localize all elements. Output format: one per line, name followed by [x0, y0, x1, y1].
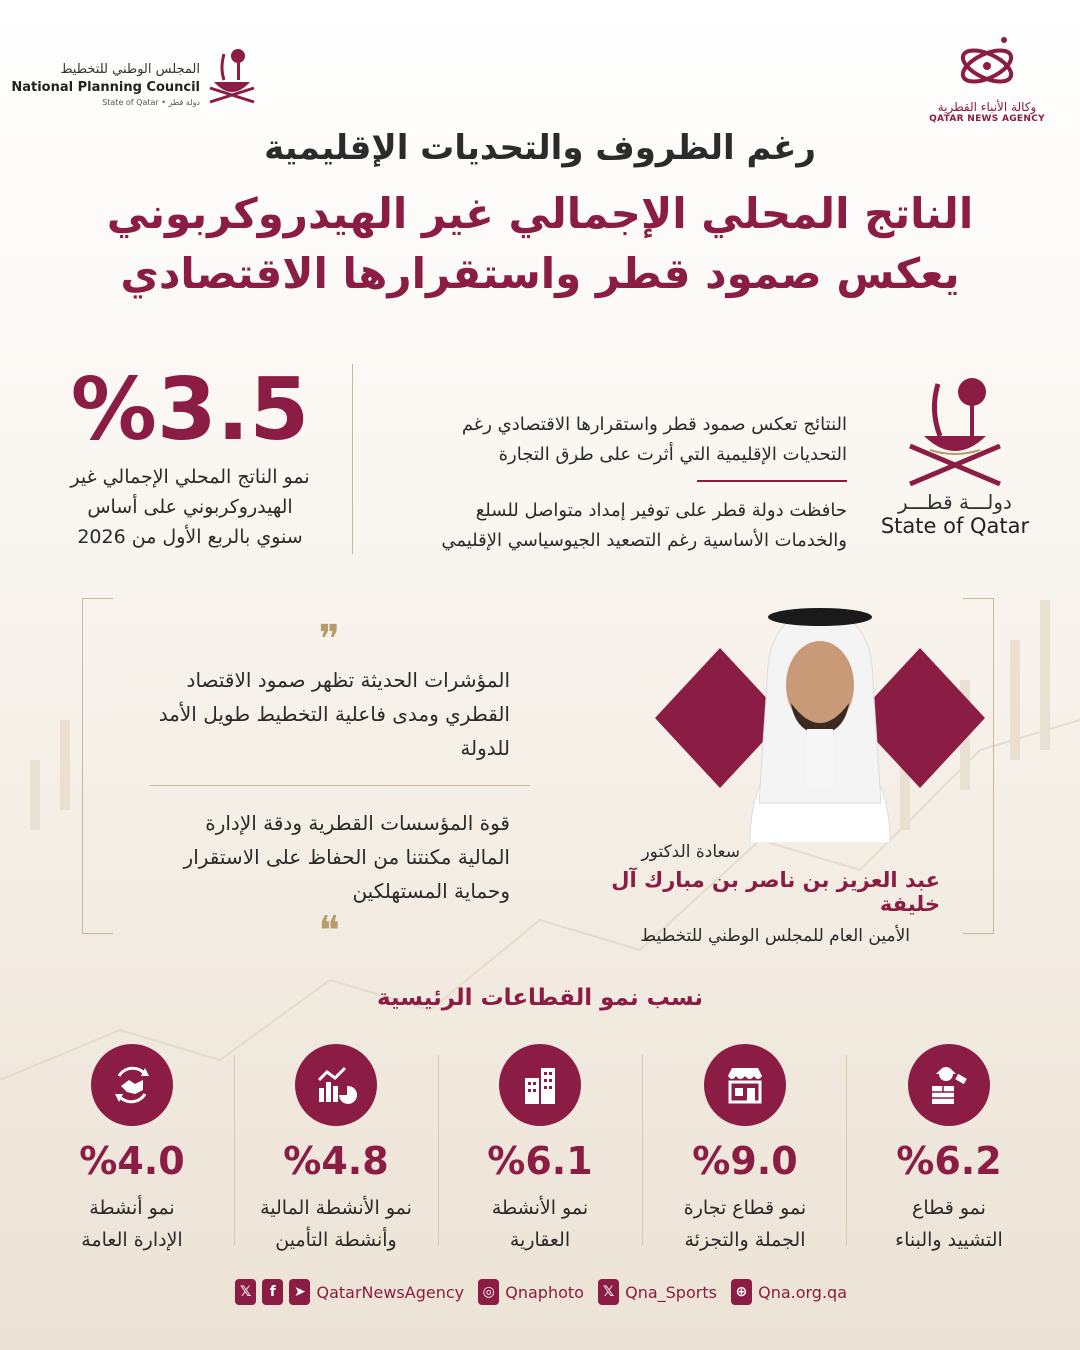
quote-1a: المؤشرات الحديثة تظهر صمود الاقتصاد [186, 668, 510, 692]
qna-logo [922, 32, 1052, 132]
notes-separator [697, 480, 847, 482]
npc-logo [11, 38, 260, 118]
sector-label-1: نمو قطاع [912, 1197, 986, 1219]
sector-finance [236, 1044, 436, 1256]
x-icon[interactable]: 𝕏 [598, 1279, 619, 1305]
sector-value: %6.2 [896, 1139, 1002, 1183]
sector-trade [645, 1044, 845, 1256]
npc-arabic: المجلس الوطني للتخطيط [60, 62, 200, 77]
speaker-role: الأمين العام للمجلس الوطني للتخطيط [640, 926, 910, 946]
close-quote-icon: ❝ [318, 908, 340, 954]
stat-desc-2: الهيدروكربوني على أساس [87, 496, 293, 518]
speaker-title: سعادة الدكتور [641, 842, 740, 862]
x-icon[interactable]: 𝕏 [235, 1279, 256, 1305]
handshake-cycle-icon [91, 1044, 173, 1126]
sector-value: %4.8 [283, 1139, 389, 1183]
npc-sub: State of Qatar • دولة قطر [102, 98, 200, 107]
handle-qna-sports[interactable]: Qna_Sports [625, 1282, 717, 1302]
storefront-icon [704, 1044, 786, 1126]
quote-1c: للدولة [460, 736, 510, 760]
stat-desc-1: نمو الناتج المحلي الإجمالي غير [70, 466, 310, 488]
sector-divider [438, 1055, 439, 1245]
buildings-icon [499, 1044, 581, 1126]
sector-value: %4.0 [79, 1139, 185, 1183]
gdp-stat [40, 360, 340, 552]
quote-2c: وحماية المستهلكين [352, 879, 510, 903]
open-quote-icon: ❞ [318, 617, 340, 663]
sector-divider [234, 1055, 235, 1245]
key-notes [372, 410, 847, 556]
speaker-info [560, 842, 940, 946]
qatar-emblem-icon [204, 44, 260, 106]
sector-label-2: التشييد والبناء [895, 1229, 1003, 1251]
handle-qnaphoto[interactable]: Qnaphoto [505, 1282, 584, 1302]
speaker-portrait [655, 603, 985, 843]
qatar-emblem-icon [900, 370, 1010, 490]
qna-english: QATAR NEWS AGENCY [929, 114, 1045, 124]
construction-worker-icon [908, 1044, 990, 1126]
emblem-english: State of Qatar [880, 514, 1030, 538]
instagram-icon[interactable]: ◎ [478, 1279, 499, 1305]
sector-divider [642, 1055, 643, 1245]
handle-qatarnewsagency[interactable]: QatarNewsAgency [316, 1282, 465, 1302]
note-2b: والخدمات الأساسية رغم التصعيد الجيوسياسي الإقليمي [441, 530, 847, 551]
note-1a: النتائج تعكس صمود قطر واستقرارها الاقتصادي رغم [461, 414, 847, 435]
quote-separator [150, 785, 530, 786]
sector-value: %9.0 [692, 1139, 798, 1183]
stat-desc-3: سنوي بالربع الأول من 2026 [77, 526, 303, 548]
finance-chart-icon [295, 1044, 377, 1126]
headline-line-1: الناتج المحلي الإجمالي غير الهيدروكربوني [106, 189, 974, 238]
note-2a: حافظت دولة قطر على توفير إمداد متواصل للسلع [475, 500, 847, 521]
quote-2b: المالية مكنتنا من الحفاظ على الاستقرار [183, 845, 510, 869]
state-of-qatar-emblem [880, 370, 1030, 550]
headline [90, 128, 990, 304]
sector-label-2: العقارية [509, 1229, 571, 1251]
quote-2a: قوة المؤسسات القطرية ودقة الإدارة [205, 811, 510, 835]
sector-value: %6.1 [487, 1139, 593, 1183]
npc-english: National Planning Council [11, 80, 200, 95]
headline-line-2: يعكس صمود قطر واستقرارها الاقتصادي [120, 249, 960, 298]
sector-label-2: الجملة والتجزئة [684, 1229, 806, 1251]
sector-label-1: نمو قطاع تجارة [683, 1197, 807, 1219]
speaker-name: عبد العزيز بن ناصر بن مبارك آل خليفة [611, 868, 940, 916]
qna-arabic: وكالة الأنباء القطرية [937, 100, 1037, 114]
stat-value: %3.5 [70, 360, 310, 460]
sector-label-1: نمو الأنشطة [491, 1197, 589, 1219]
sector-real-estate [440, 1044, 640, 1256]
facebook-icon[interactable]: f [262, 1279, 283, 1305]
sector-label-1: نمو الأنشطة المالية [260, 1197, 412, 1219]
sector-divider [846, 1055, 847, 1245]
website-link[interactable]: Qna.org.qa [758, 1282, 848, 1302]
note-1b: التحديات الإقليمية التي أثرت على طرق التجارة [498, 444, 847, 465]
website-icon[interactable]: ⊕ [731, 1279, 752, 1305]
headline-pre: رغم الظروف والتحديات الإقليمية [264, 128, 816, 168]
quote-block [110, 617, 530, 954]
quote-1b: القطري ومدى فاعلية التخطيط طويل الأمد [158, 702, 510, 726]
emblem-arabic: دولـــة قطـــر [898, 490, 1012, 514]
telegram-icon[interactable]: ➤ [289, 1279, 310, 1305]
sectors-title: نسب نمو القطاعات الرئيسية [376, 985, 704, 1011]
qna-atom-icon [952, 32, 1022, 94]
sector-public-admin [32, 1044, 232, 1256]
social-footer [235, 1275, 855, 1309]
sector-label-2: الإدارة العامة [81, 1229, 183, 1251]
stat-divider [352, 364, 353, 554]
sector-construction [849, 1044, 1049, 1256]
sector-label-2: وأنشطة التأمين [275, 1229, 397, 1251]
sector-label-1: نمو أنشطة [89, 1197, 175, 1219]
